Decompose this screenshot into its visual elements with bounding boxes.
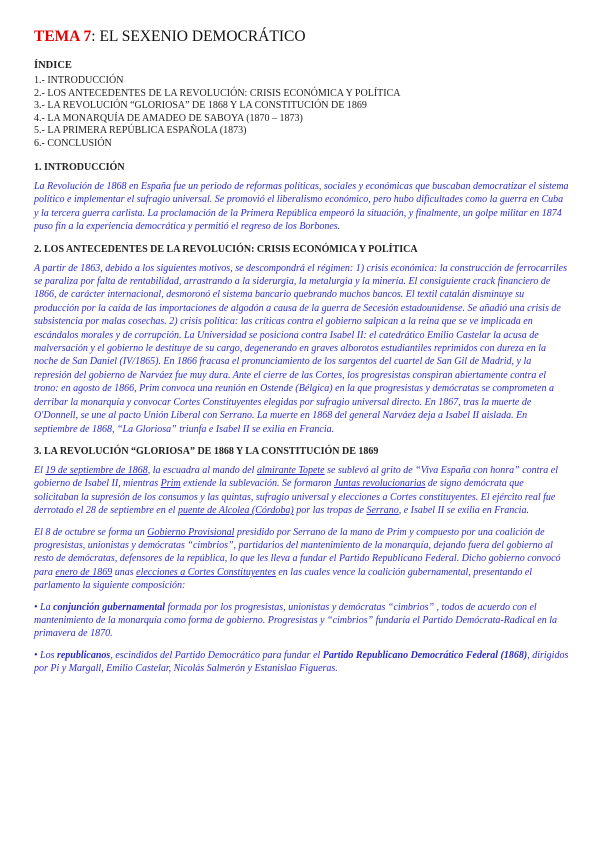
- link-enero-1869[interactable]: enero de 1869: [55, 566, 113, 578]
- section-1-heading: 1. INTRODUCCIÓN: [34, 162, 125, 173]
- title-rest: : EL SEXENIO DEMOCRÁTICO: [91, 28, 306, 45]
- section-3-paragraph-2: El 8 de octubre se forma un Gobierno Provisional presidido por Serrano de la mano de Prim y compuesto por una coalición de progresistas, unionistas y demócratas “cimbrios”, partidarios del mantenimiento de la monarquía, dejando fuera del gobierno al resto de demócratas, defensores de la república, lo que les lleva a fundar el Partido Republicano Federal. Dicho gobierno convocó para enero de 1869 unas elecciones a Cortes Constituyentes en las cuales vence la coalición gubernamental, presentando el parlamento la siguiente composición:: [34, 526, 561, 592]
- link-serrano[interactable]: Serrano: [366, 505, 399, 517]
- bold-republicanos: republicanos: [56, 649, 111, 661]
- page-title: [34, 28, 570, 46]
- section-2-paragraph: A partir de 1863, debido a los siguientes motivos, se descompondrá el régimen: 1) crisis económica: la construcción de ferrocarriles se paraliza por falta de rentabilidad, arrastrando a la siderurgia, la metalurgia y la minería. El consiguiente crack financiero de 1866, de carácter internacional, desmoronó el sistema bancario quebrando muchos bancos. El textil catalán disminuye su producción por la caída de las importaciones de algodón a causa de la guerra de Secesión estadounidense. Se añadió una crisis de subsistencia por malas cosechas. 2) crisis política: las críticas contra el gobierno salpican a la reina que se ve implicada en escándalos morales y de corrupción. La Universidad se posiciona contra Isabel II: el catedrático Emilio Castelar la acusa de malversación y el gobierno le destituye de su cargo, degenerando en graves alborotos estudiantiles reprimidos con dureza en la noche de San Daniel (IV/1865). En 1866 fracasa el pronunciamiento de los sargentos del cuartel de San Gil de Madrid, y la represión del gobierno de Narváez fue muy dura. Ante el cierre de las Cortes, los progresistas conspiran abiertamente contra el trono: en agosto de 1866, Prim convoca una reunión en Ostende (Bélgica) en la que progresistas y demócratas se comprometen a derribar la monarquía y convocar Cortes Constituyentes elegidas por sufragio universal directo. En 1867, tras la muerte de O'Donnell, se une al pacto Unión Liberal con Serrano. La muerte en 1868 del general Narváez deja a Isabel II aislada. En septiembre de 1868, “La Gloriosa” triunfa e Isabel II se exilia en Francia.: [34, 262, 567, 435]
- index-item: 1.- INTRODUCCIÓN: [34, 75, 124, 86]
- link-puente-alcolea[interactable]: puente de Alcolea (Córdoba): [177, 505, 294, 517]
- index-item: 6.- CONCLUSIÓN: [34, 137, 112, 149]
- link-elecciones-cortes[interactable]: elecciones a Cortes Constituyentes: [136, 566, 276, 578]
- index-heading: ÍNDICE: [34, 60, 72, 71]
- link-19-septiembre[interactable]: 19 de septiembre de 1868: [45, 464, 148, 476]
- title-tema: TEMA 7: [34, 28, 92, 45]
- section-3-heading: 3. LA REVOLUCIÓN “GLORIOSA” DE 1868 Y LA CONSTITUCIÓN DE 1869: [34, 445, 379, 457]
- index-item: 2.- LOS ANTECEDENTES DE LA REVOLUCIÓN: CRISIS ECONÓMICA Y POLÍTICA: [34, 87, 401, 99]
- section-3: [34, 446, 570, 676]
- link-gobierno-provisional[interactable]: Gobierno Provisional: [147, 526, 235, 538]
- section-2-heading: 2. LOS ANTECEDENTES DE LA REVOLUCIÓN: CRISIS ECONÓMICA Y POLÍTICA: [34, 243, 418, 255]
- index-item: 4.- LA MONARQUÍA DE AMADEO DE SABOYA (1870 – 1873): [34, 112, 303, 124]
- index-item: 3.- LA REVOLUCIÓN “GLORIOSA” DE 1868 Y LA CONSTITUCIÓN DE 1869: [34, 100, 367, 111]
- section-2-text: [34, 262, 570, 436]
- index-item: 5.- LA PRIMERA REPÚBLICA ESPAÑOLA (1873): [34, 125, 247, 136]
- bullet-republicanos: • Los republicanos, escindidos del Partido Democrático para fundar el Partido Republicano Democrático Federal (1868), dirigidos por Pi y Margall, Emilio Castelar, Nicolás Salmerón y Estanislao Figueras.: [34, 649, 569, 675]
- bold-partido-republicano: Partido Republicano Democrático Federal (1868): [322, 649, 528, 661]
- section-3-paragraph-1: El 19 de septiembre de 1868, la escuadra al mando del almirante Topete se sublevó al grito de “Viva España con honra” contra el gobierno de Isabel II, mientras Prim extiende la sublevación. Se formaron Juntas revolucionarias de signo demócrata que solicitaban la supresión de los consumos y las quintas, sufragio universal y elecciones a Cortes constituyentes. El ejército real fue derrotado el 28 de septiembre en el puente de Alcolea (Córdoba) por las tropas de Serrano, e Isabel II se exilia en Francia.: [34, 464, 559, 517]
- bold-conjuncion: conjunción gubernamental: [53, 601, 166, 613]
- bullet-conjuncion: • La conjunción gubernamental formada por los progresistas, unionistas y demócratas “cimbrios” , todos de acuerdo con el mantenimiento de la monarquía como forma de gobierno. Progresistas y “cimbrios” fundaría el Partido Demócrata-Radical en la primavera de 1870.: [34, 601, 558, 640]
- link-prim[interactable]: Prim: [160, 478, 181, 490]
- index-list: [34, 75, 570, 150]
- section-1-text: [34, 180, 570, 234]
- link-almirante-topete[interactable]: almirante Topete: [256, 464, 325, 476]
- link-juntas-revolucionarias[interactable]: Juntas revolucionarias: [333, 478, 426, 490]
- section-1-paragraph: La Revolución de 1868 en España fue un periodo de reformas políticas, sociales y económicas que buscaban democratizar el sistema político e implementar el sufragio universal. Se promovió el liberalismo económico, pero hubo dificultades como la guerra en Cuba y la tercera guerra carlista. La proclamación de la Primera República empeoró la situación, y finalmente, un golpe militar en 1874 puso fin a la experiencia democrática y permitió el regreso de los Borbones.: [34, 181, 569, 233]
